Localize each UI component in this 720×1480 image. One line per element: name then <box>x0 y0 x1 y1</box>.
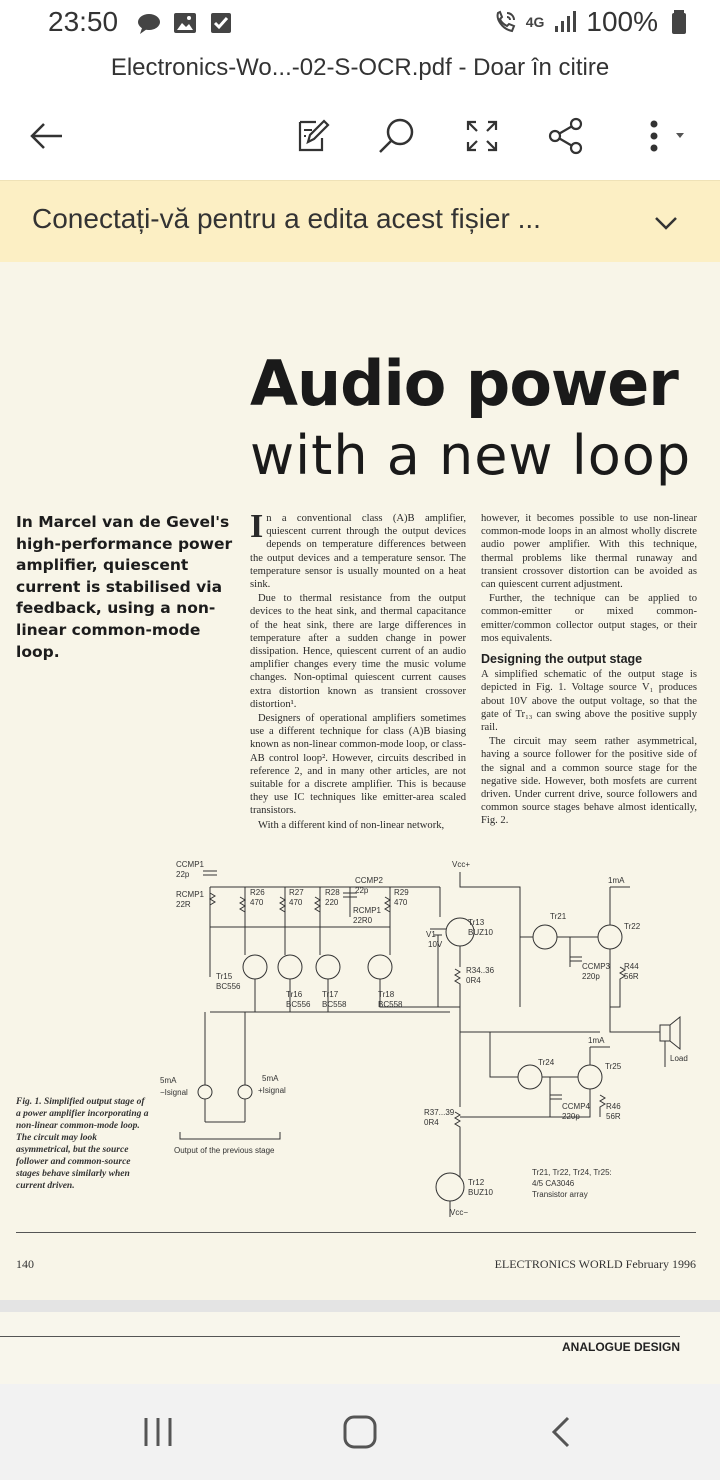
pdf-page[interactable] <box>0 262 720 1300</box>
more-vertical-icon <box>640 116 700 156</box>
fig-label-vccplus: Vcc+ <box>452 860 471 869</box>
section-heading: Designing the output stage <box>481 652 643 667</box>
fig-label-tr25: Tr25 <box>605 1062 622 1071</box>
fig-label-tr12: Tr12 <box>468 1178 485 1187</box>
fig-label-v1: V1 <box>426 930 436 939</box>
recents-button[interactable] <box>138 1412 178 1452</box>
fig-label-r34-val: 0R4 <box>466 976 481 985</box>
col2-p3: A simplified schematic of the output stage is depicted in Fig. 1. Voltage source V₁ produces about 10V above the output voltage, so that the gate of Tr₁₃ can swing above the positive supply rail. <box>481 669 697 734</box>
gallery-icon <box>172 10 198 36</box>
fig-label-ccmp3: CCMP3 <box>582 962 611 971</box>
footer-rule <box>16 1232 696 1233</box>
dropcap: I <box>250 508 264 545</box>
home-icon <box>340 1412 380 1452</box>
network-type: 4G <box>525 14 545 30</box>
col2-p2: Further, the technique can be applied to common-emitter or mixed common-emitter/common collector output stages, or their mos equivalents. <box>481 593 697 644</box>
page-gap <box>0 1300 720 1312</box>
fig-label-ccmp1-val: 22p <box>176 870 190 879</box>
toolbar <box>0 100 720 172</box>
fig-label-r26: R26 <box>250 888 265 897</box>
fig-label-r26-val: 470 <box>250 898 264 907</box>
sign-in-banner[interactable] <box>0 180 720 262</box>
fullscreen-button[interactable] <box>458 112 506 160</box>
fig-label-ccmp1: CCMP1 <box>176 860 205 869</box>
checkbox-notification-icon <box>208 10 234 36</box>
headline-line2: with a new loop <box>250 424 692 487</box>
fig-label-1ma-mid: 1mA <box>588 1036 605 1045</box>
banner-text: Conectați-vă pentru a edita acest fișier ... <box>32 203 541 234</box>
search-icon <box>376 116 416 156</box>
system-nav-bar <box>0 1384 720 1480</box>
fig-label-r37-val: 0R4 <box>424 1118 439 1127</box>
fig-label-load: Load <box>670 1054 688 1063</box>
page-number: 140 <box>16 1257 34 1271</box>
share-button[interactable] <box>542 112 590 160</box>
fig-label-tr15: Tr15 <box>216 972 233 981</box>
more-options-button[interactable] <box>640 112 700 160</box>
header-rule <box>0 1336 680 1337</box>
status-time: 23:50 <box>48 6 119 37</box>
fig-label-r37: R37...39 <box>424 1108 455 1117</box>
search-button[interactable] <box>372 112 420 160</box>
figure-caption: Fig. 1. Simplified output stage of a power amplifier incorporating a non-linear common-mode loop. The circuit may look asymmetrical, but the source follower and common-source stages behave similarly when current driven. <box>16 1097 149 1191</box>
fullscreen-icon <box>462 116 502 156</box>
fig-label-r44: R44 <box>624 962 639 971</box>
back-nav-button[interactable] <box>542 1412 582 1452</box>
fig-label-v1-val: 10V <box>428 940 443 949</box>
pdf-page-2[interactable] <box>0 1312 720 1384</box>
col2-p4: The circuit may seem rather asymmetrical, having a source follower for the positive side of the signal and a common source stage for the negative side. However, both mosfets are current driven. Under current drive, source followers and common source stages behave almost identically, Fig. 2. <box>481 736 697 827</box>
document-title: Electronics-Wo...-02-S-OCR.pdf - Doar în citire <box>110 54 610 81</box>
col1-p1: n a conventional class (A)B amplifier, quiescent current through the output devices depends on temperature differences between the output devices and a temperature sensor. The temperature sensor is usually mounted on a heat sink. <box>250 513 466 591</box>
fig-label-prev-stage: Output of the previous stage <box>174 1146 275 1155</box>
section-label: ANALOGUE DESIGN <box>561 1340 680 1354</box>
fig-label-tr16: Tr16 <box>286 990 303 999</box>
fig-label-rcmp1-val: 22R <box>176 900 191 909</box>
fig-label-5ma-left: 5mA <box>160 1076 177 1085</box>
headline-line1: Audio power <box>250 347 678 420</box>
share-icon <box>546 116 586 156</box>
fig-label-tr15-val: BC556 <box>216 982 241 991</box>
col1-p3: Designers of operational amplifiers sometimes use a different technique for class (A)B biasing known as non-linear common-mode loop, or class-AB control loop². However, circuits described in reference 2, and in many other articles, are not suitable for a discrete amplifier. This is because they use IC techniques like emitter-area scaled transistors. <box>250 713 466 817</box>
fig-label-r46: R46 <box>606 1102 621 1111</box>
edit-button[interactable] <box>288 112 336 160</box>
col2-p1: however, it becomes possible to use non-linear common-mode loops in an almost wholly discrete audio power amplifier. With this technique, thermal problems like thermal runaway and transient crossover distortion can be avoided as can quiescent current adjustment. <box>481 513 697 591</box>
fig-label-tr21: Tr21 <box>550 912 567 921</box>
fig-label-tr13-val: BUZ10 <box>468 928 493 937</box>
fig-label-isignal-left: −Isignal <box>160 1088 188 1097</box>
fig-label-tr17: Tr17 <box>322 990 339 999</box>
edit-icon <box>292 116 332 156</box>
fig-label-tr24: Tr24 <box>538 1058 555 1067</box>
fig-label-ccmp4: CCMP4 <box>562 1102 591 1111</box>
article-column-2 <box>481 512 697 829</box>
fig-label-r27-val: 470 <box>289 898 303 907</box>
fig-label-tr17-val: BC558 <box>322 1000 347 1009</box>
chevron-down-icon[interactable] <box>650 207 682 239</box>
fig-label-r28-val: 220 <box>325 898 339 907</box>
fig-label-isignal-right: +Isignal <box>258 1086 286 1095</box>
fig-label-tr13: Tr13 <box>468 918 485 927</box>
fig-label-array3: Transistor array <box>532 1190 588 1199</box>
fig-label-array1: Tr21, Tr22, Tr24, Tr25: <box>532 1168 612 1177</box>
fig-label-rcmp1b: RCMP1 <box>353 906 382 915</box>
col1-p4: With a different kind of non-linear network, <box>258 819 445 831</box>
fig-label-vccminus: Vcc− <box>450 1208 469 1217</box>
fig-label-r29-val: 470 <box>394 898 408 907</box>
fig-label-tr18: Tr18 <box>378 990 395 999</box>
schematic-figure <box>150 857 706 1217</box>
fig-label-ccmp3-val: 220p <box>582 972 600 981</box>
article-column-1 <box>250 508 466 833</box>
fig-label-ccmp2-val: 22p <box>355 886 369 895</box>
fig-label-5ma-right: 5mA <box>262 1074 279 1083</box>
fig-label-ccmp2: CCMP2 <box>355 876 384 885</box>
fig-label-r46-val: 56R <box>606 1112 621 1121</box>
fig-label-tr18-val: BC558 <box>378 1000 403 1009</box>
battery-icon <box>666 9 692 35</box>
fig-label-r29: R29 <box>394 888 409 897</box>
magazine-footer: ELECTRONICS WORLD February 1996 <box>494 1257 696 1271</box>
fig-label-1ma-top: 1mA <box>608 876 625 885</box>
back-button[interactable] <box>22 112 70 160</box>
fig-label-rcmp1b-val: 22R0 <box>353 916 373 925</box>
signal-icon <box>552 9 578 35</box>
fig-label-r44-val: 56R <box>624 972 639 981</box>
chevron-left-icon <box>542 1412 582 1452</box>
battery-percent: 100% <box>586 6 658 37</box>
fig-label-tr12-val: BUZ10 <box>468 1188 493 1197</box>
status-right <box>492 6 692 38</box>
fig-label-tr22: Tr22 <box>624 922 641 931</box>
home-button[interactable] <box>340 1412 380 1452</box>
fig-label-r27: R27 <box>289 888 304 897</box>
fig-label-array2: 4/5 CA3046 <box>532 1179 575 1188</box>
recents-icon <box>138 1412 178 1452</box>
status-bar <box>0 0 720 46</box>
fig-label-rcmp1: RCMP1 <box>176 890 205 899</box>
intro-paragraph: In Marcel van de Gevel's high-performance power amplifier, quiescent current is stabilised via feedback, using a non-linear common-mode loop. <box>16 513 233 661</box>
fig-label-r28: R28 <box>325 888 340 897</box>
notification-icons <box>136 10 234 36</box>
col1-p2: Due to thermal resistance from the output devices to the heat sink, and thermal capacitance of the heat sink, there are large differences in temperature after a sudden change in power dissipation. Hence, quiescent current of an audio amplifier changes every time the music volume changes. Non-optimal quiescent current causes extra distortion known as transient crossover distortion¹. <box>250 593 466 710</box>
fig-label-tr16-val: BC556 <box>286 1000 311 1009</box>
chat-bubble-icon <box>136 10 162 36</box>
fig-label-r34: R34..36 <box>466 966 495 975</box>
fig-label-ccmp4-val: 220p <box>562 1112 580 1121</box>
wifi-call-icon <box>492 9 518 35</box>
arrow-left-icon <box>26 116 66 156</box>
